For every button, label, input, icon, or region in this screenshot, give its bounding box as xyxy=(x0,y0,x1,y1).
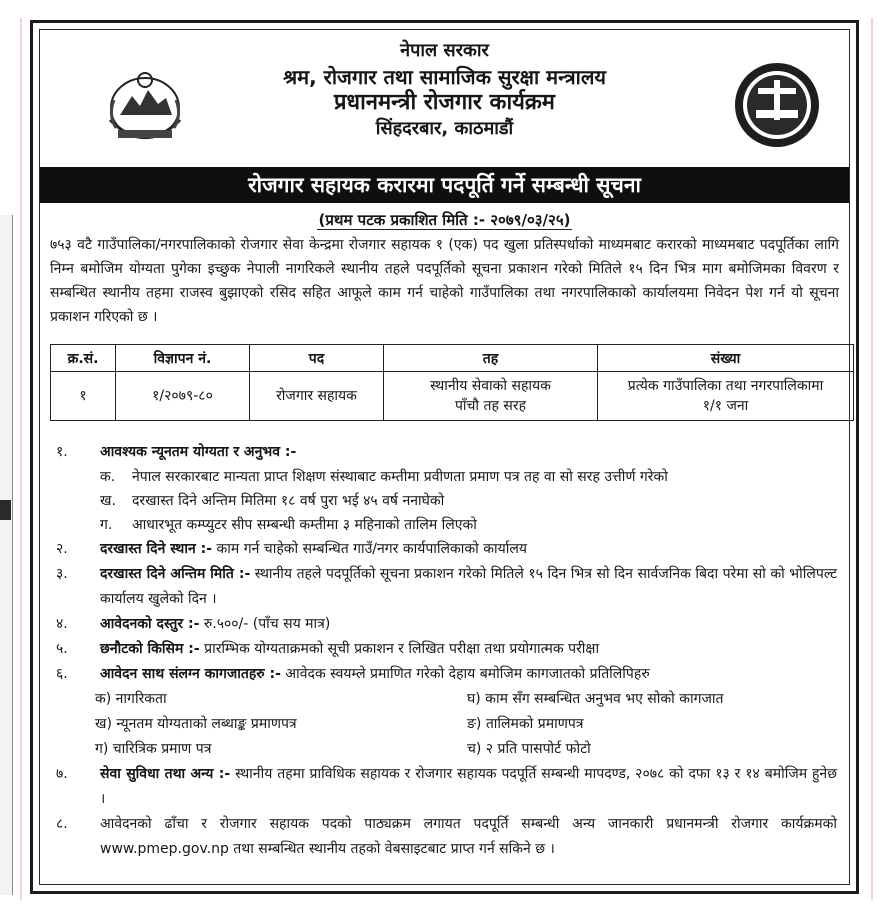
header-ministry: श्रम, रोजगार तथा सामाजिक सुरक्षा मन्त्रालय xyxy=(283,65,606,89)
col-sn: क्र.सं. xyxy=(51,345,116,372)
list-item: ७. सेवा सुविधा तथा अन्य :- स्थानीय तहमा प्राविधिक सहायक र रोजगार सहायक पदपूर्ति सम्बन्धी मापदण्ड, २०७८ को दफा १३ र १४ बमोजिम हुनेछ । xyxy=(56,766,838,807)
doc-kha: ख) न्यूनतम योग्यताको लब्धाङ्क प्रमाणपत्र xyxy=(95,716,297,732)
table-row xyxy=(51,372,854,421)
list-item: ४. आवेदनको दस्तुर :- रु.५००/- (पाँच सय मात्र) xyxy=(56,616,331,632)
cell-post: रोजगार सहायक xyxy=(250,372,384,421)
adjacent-page-strip xyxy=(0,215,13,895)
header-location: सिंहदरबार, काठमाडौं xyxy=(375,118,514,139)
notice-inner xyxy=(39,29,850,885)
list-item: ८. आवेदनको ढाँचा र रोजगार सहायक पदको पाठ्यक्रम लगायत पदपूर्ति सम्बन्धी अन्य जानकारी प्रधानमन्त्री रोजगार कार्यक्रमको www.pmep.gov.np तथा सम्बन्धित स्थानीय तहको वेबसाइटबाट प्राप्त गर्न सकिने छ । xyxy=(56,816,837,857)
header-government: नेपाल सरकार xyxy=(400,40,489,61)
col-count: संख्या xyxy=(598,345,854,372)
adjacent-page-block xyxy=(0,500,11,520)
cell-adv: १/२०७९-८० xyxy=(116,372,250,421)
doc-nga: ङ) तालिमको प्रमाणपत्र xyxy=(467,716,584,732)
header-program: प्रधानमन्त्री रोजगार कार्यक्रम xyxy=(334,90,555,115)
list-subitem: ख. दरखास्त दिने अन्तिम मितिमा १८ वर्ष पुरा भई ४५ वर्ष ननाघेको xyxy=(100,493,445,509)
table-header-row xyxy=(51,345,854,372)
doc-ka: क) नागरिकता xyxy=(95,691,167,707)
col-adv: विज्ञापन नं. xyxy=(116,345,250,372)
list-item: १. आवश्यक न्यूनतम योग्यता र अनुभव :- xyxy=(56,444,297,460)
documents-grid xyxy=(95,687,837,762)
col-post: पद xyxy=(250,345,384,372)
doc-ga: ग) चारित्रिक प्रमाण पत्र xyxy=(95,741,212,757)
notice-title: रोजगार सहायक करारमा पदपूर्ति गर्ने सम्बन्धी सूचना xyxy=(40,167,849,203)
list-item: ६. आवेदन साथ संलग्न कागजातहरु :- आवेदक स्वयम्ले प्रमाणित गरेको देहाय बमोजिम कागजातको प्रतिलिपिहरु xyxy=(56,666,650,682)
list-subitem: क. नेपाल सरकारबाट मान्यता प्राप्त शिक्षण संस्थाबाट कम्तीमा प्रवीणता प्रमाण पत्र तह वा सो सरह उत्तीर्ण गरेको xyxy=(100,469,668,485)
intro-paragraph: ७५३ वटै गाउँपालिका/नगरपालिकाको रोजगार सेवा केन्द्रमा रोजगार सहायक १ (एक) पद खुला प्रतिस्पर्धाको माध्यमबाट करारको माध्यमबाट पदपूर्तिका लागि निम्न बमोजिम योग्यता पुगेका इच्छुक नेपाली नागरिकले स्थानीय तहले पदपूर्तिको सूचना प्रकाशन गरेको मितिले १५ दिन भित्र माग बमोजिमका विवरण र सम्बन्धित स्थानीय तहमा राजस्व बुझाएको रसिद सहित आफूले काम गर्न चाहेको गाउँपालिका तथा नगरपालिकाको कार्यालयमा निवेदन पेश गर्न यो सूचना प्रकाशन गरिएको छ । xyxy=(50,237,839,325)
list-subitem: ग. आधारभूत कम्प्युटर सीप सम्बन्धी कम्तीमा ३ महिनाको तालिम लिएको xyxy=(100,517,477,533)
col-level: तह xyxy=(384,345,598,372)
list-item: ३. दरखास्त दिने अन्तिम मिति :- स्थानीय तहले पदपूर्तिको सूचना प्रकाशन गरेको मितिले १५ दिन भित्र सो दिन सार्वजनिक बिदा परेमा सो को भोलिपल्ट कार्यालय खुलेको दिन । xyxy=(56,566,837,607)
list-item: २. दरखास्त दिने स्थान :- काम गर्न चाहेको सम्बन्धित गाउँ/नगर कार्यपालिकाको कार्यालय xyxy=(56,541,527,557)
doc-gha: घ) काम सँग सम्बन्धित अनुभव भए सोको कागजात xyxy=(467,691,724,707)
doc-cha: च) २ प्रति पासपोर्ट फोटो xyxy=(467,741,591,757)
vacancy-table xyxy=(50,344,854,421)
cell-count: प्रत्येक गाउँपालिका तथा नगरपालिकामा १/१ जना xyxy=(598,372,854,421)
conditions-list xyxy=(50,440,837,862)
published-date: (प्रथम पटक प्रकाशित मिति :- २०७९/०३/२५) xyxy=(318,211,571,229)
cell-level: स्थानीय सेवाको सहायक पाँचौ तह सरह xyxy=(384,372,598,421)
notice-frame xyxy=(30,20,859,894)
cell-sn: १ xyxy=(51,372,116,421)
list-item: ५. छनौटको किसिम :- प्रारम्भिक योग्यताक्रमको सूची प्रकाशन र लिखित परीक्षा तथा प्रयोगात्मक परीक्षा xyxy=(56,641,600,657)
header-block xyxy=(40,38,849,142)
